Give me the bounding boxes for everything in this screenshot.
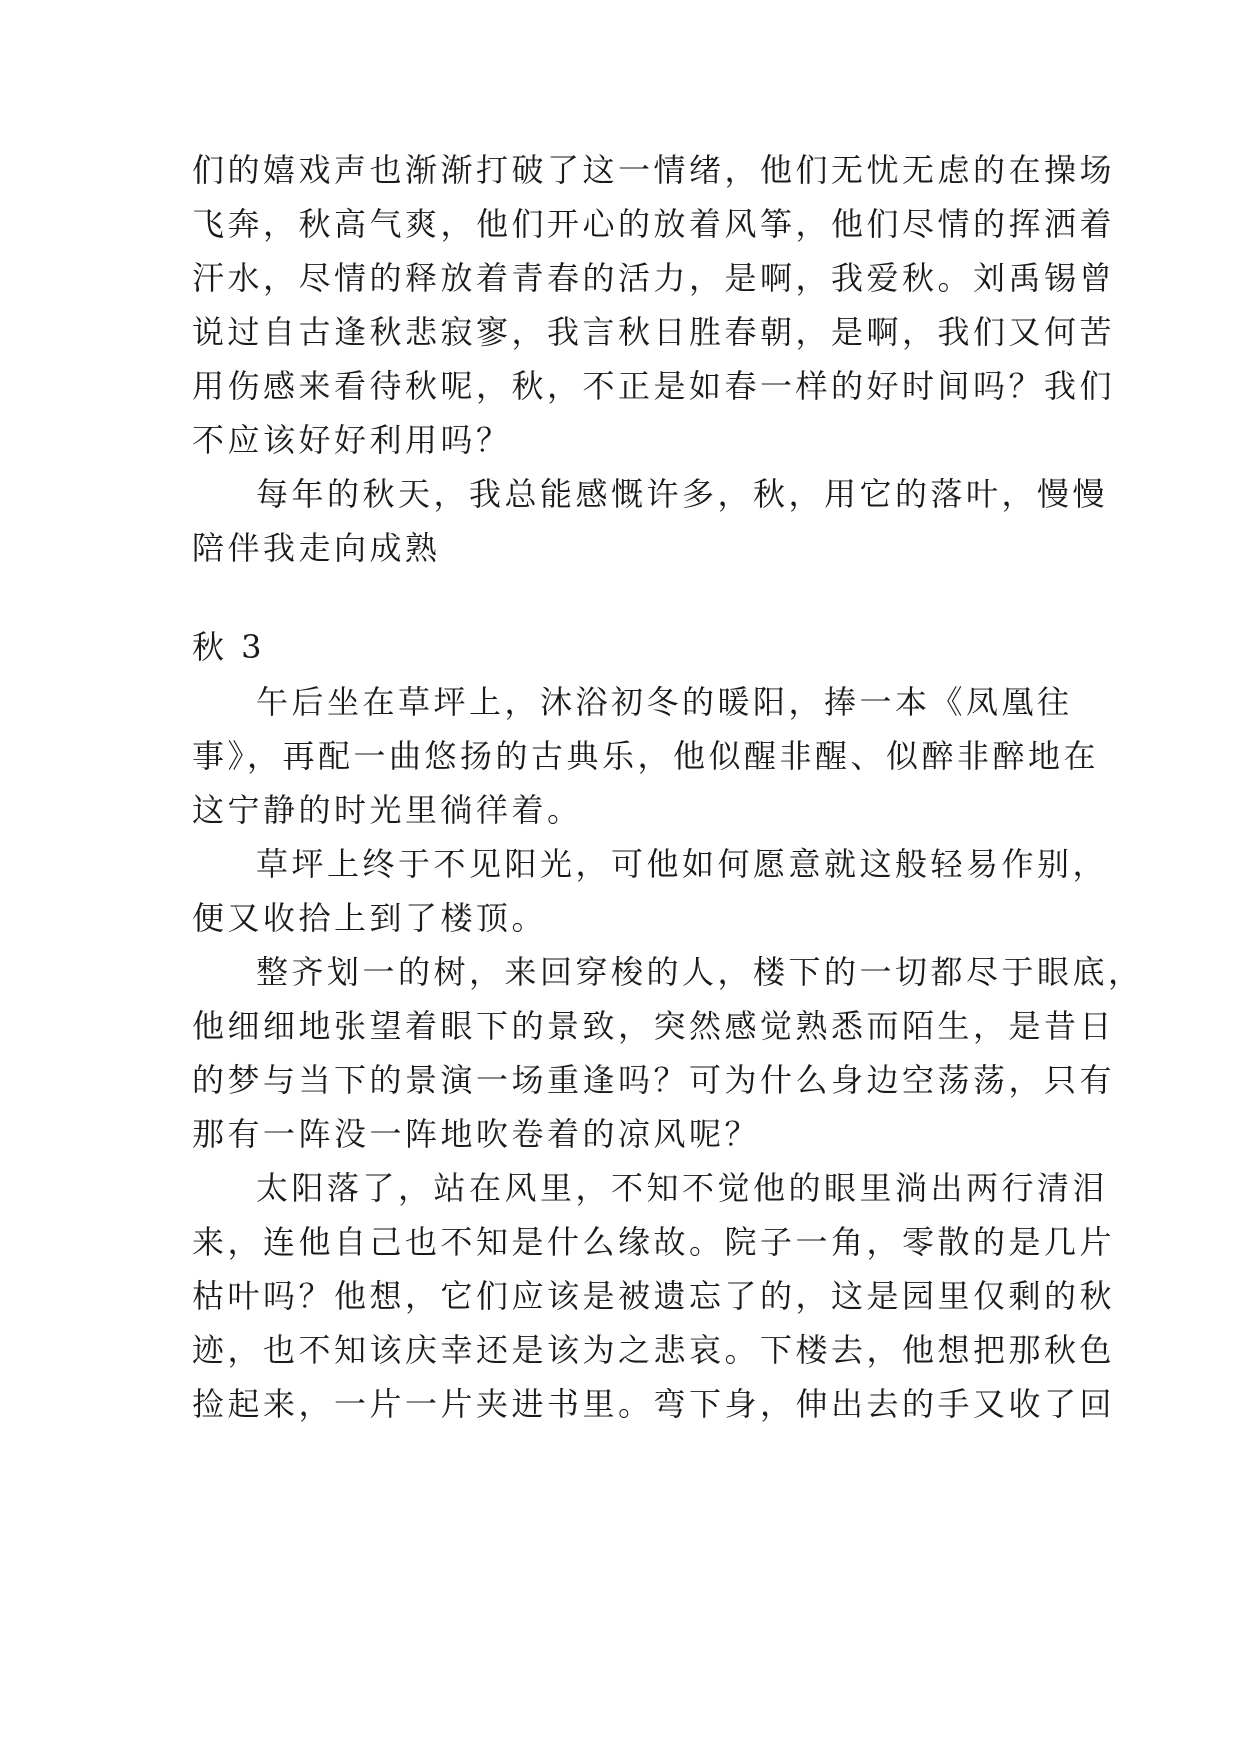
text-line: 来，连他自己也不知是什么缘故。院子一角，零散的是几片 bbox=[192, 1223, 1116, 1261]
text-line: 草坪上终于不见阳光，可他如何愿意就这般轻易作别， bbox=[256, 845, 1109, 883]
text-line: 这宁静的时光里徜徉着。 bbox=[192, 791, 583, 829]
text-line: 整齐划一的树，来回穿梭的人，楼下的一切都尽于眼底， bbox=[256, 953, 1144, 991]
text-line: 的梦与当下的景演一场重逢吗？可为什么身边空荡荡，只有 bbox=[192, 1061, 1116, 1099]
text-line: 太阳落了，站在风里，不知不觉他的眼里淌出两行清泪 bbox=[256, 1169, 1109, 1207]
text-line: 说过自古逢秋悲寂寥，我言秋日胜春朝，是啊，我们又何苦 bbox=[192, 313, 1116, 351]
text-line: 用伤感来看待秋呢，秋，不正是如春一样的好时间吗？我们 bbox=[192, 367, 1116, 405]
text-line: 陪伴我走向成熟 bbox=[192, 529, 441, 567]
text-line: 便又收拾上到了楼顶。 bbox=[192, 899, 548, 937]
text-line: 每年的秋天，我总能感慨许多，秋，用它的落叶，慢慢 bbox=[256, 475, 1109, 513]
text-line: 捡起来，一片一片夹进书里。弯下身，伸出去的手又收了回 bbox=[192, 1385, 1116, 1423]
text-line: 午后坐在草坪上，沐浴初冬的暖阳，捧一本《凤凰往 bbox=[256, 683, 1073, 721]
text-line: 他细细地张望着眼下的景致，突然感觉熟悉而陌生，是昔日 bbox=[192, 1007, 1116, 1045]
text-line: 们的嬉戏声也渐渐打破了这一情绪，他们无忧无虑的在操场 bbox=[192, 151, 1116, 189]
text-line: 那有一阵没一阵地吹卷着的凉风呢？ bbox=[192, 1115, 761, 1153]
text-line: 汗水，尽情的释放着青春的活力，是啊，我爱秋。刘禹锡曾 bbox=[192, 259, 1116, 297]
text-line: 事》，再配一曲悠扬的古典乐，他似醒非醒、似醉非醉地在 bbox=[192, 737, 1100, 775]
text-line: 不应该好好利用吗？ bbox=[192, 421, 512, 459]
text-line: 飞奔，秋高气爽，他们开心的放着风筝，他们尽情的挥洒着 bbox=[192, 205, 1116, 243]
section-title: 秋 3 bbox=[192, 628, 266, 666]
text-line: 迹，也不知该庆幸还是该为之悲哀。下楼去，他想把那秋色 bbox=[192, 1331, 1116, 1369]
text-line: 枯叶吗？他想，它们应该是被遗忘了的，这是园里仅剩的秋 bbox=[192, 1277, 1116, 1315]
